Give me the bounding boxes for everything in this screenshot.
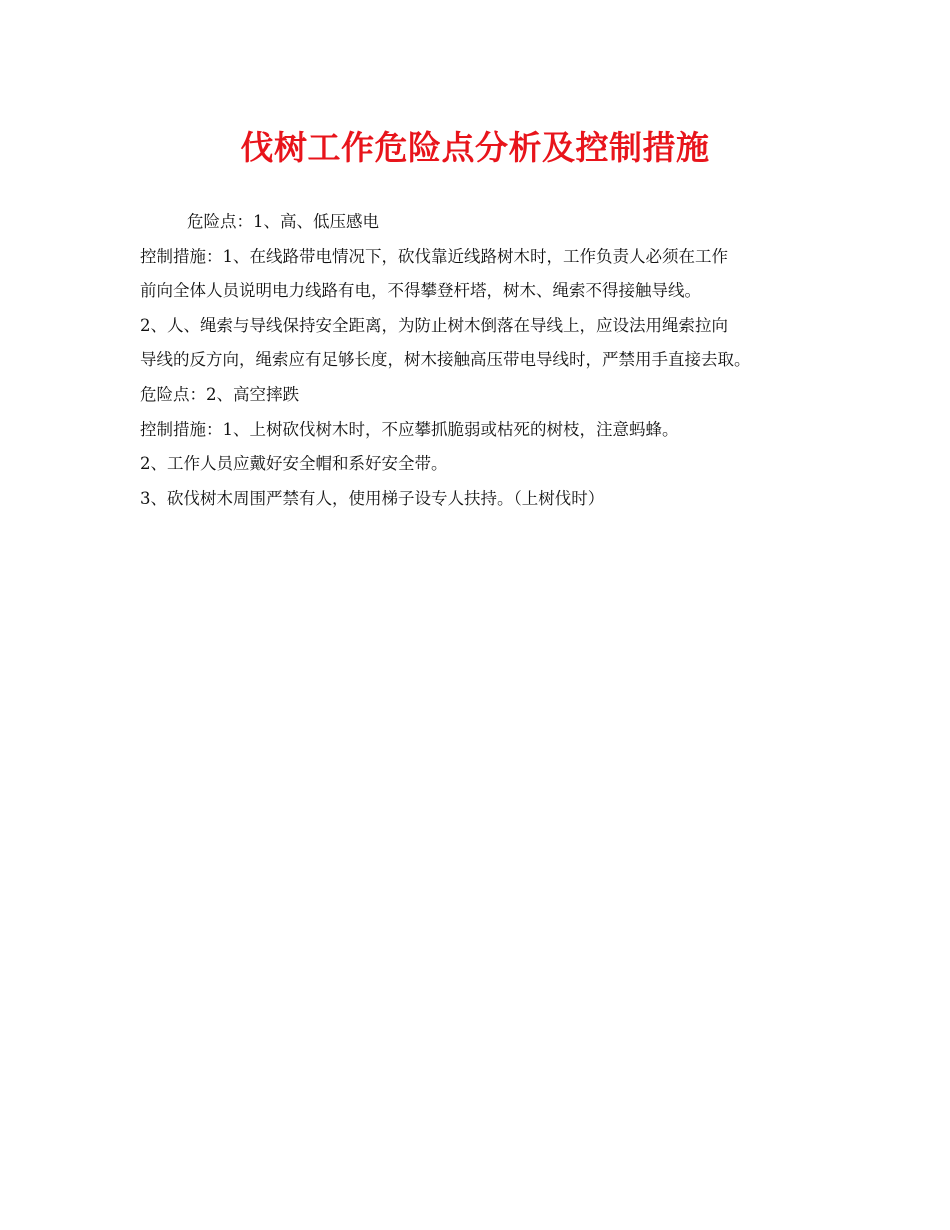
control-measure-1-line-1: 控制措施：1、在线路带电情况下，砍伐靠近线路树木时，工作负责人必须在工作 — [140, 246, 728, 266]
hazard-point-1: 危险点：1、高、低压感电 — [187, 212, 379, 231]
control-measure-4: 2、工作人员应戴好安全帽和系好安全带。 — [140, 454, 448, 474]
document-body — [140, 205, 830, 516]
control-measure-5: 3、砍伐树木周围严禁有人，使用梯子设专人扶持。（上树伐时） — [140, 488, 605, 508]
control-measure-2-line-1: 2、人、绳索与导线保持安全距离，为防止树木倒落在导线上，应设法用绳索拉向 — [140, 315, 728, 335]
control-measure-1-line-2: 前向全体人员说明电力线路有电，不得攀登杆塔，树木、绳索不得接触导线。 — [140, 281, 701, 301]
hazard-point-2: 危险点：2、高空摔跌 — [140, 384, 299, 404]
control-measure-2-line-2: 导线的反方向，绳索应有足够长度，树木接触高压带电导线时，严禁用手直接去取。 — [140, 350, 751, 370]
document-title: 伐树工作危险点分析及控制措施 — [240, 128, 710, 167]
control-measure-3: 控制措施：1、上树砍伐树木时，不应攀抓脆弱或枯死的树枝，注意蚂蜂。 — [140, 419, 679, 439]
